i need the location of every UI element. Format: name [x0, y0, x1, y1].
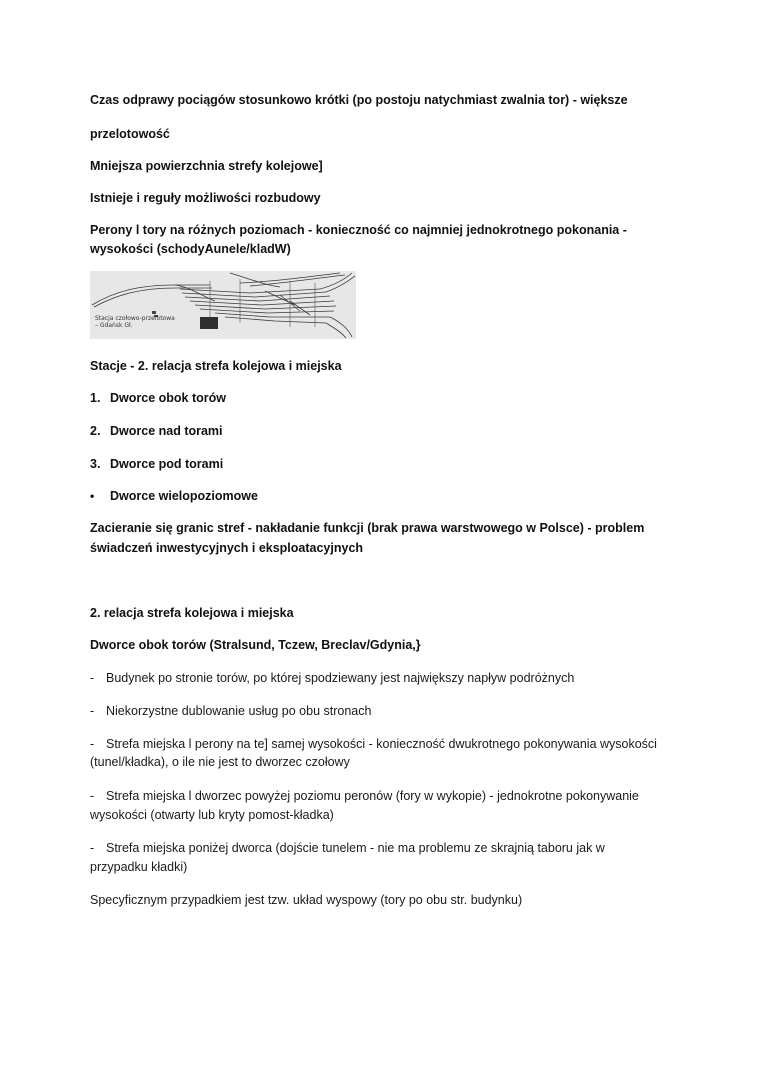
- list-item-text: Dworce wielopoziomowe: [110, 489, 258, 503]
- paragraph-line: Mniejsza powierzchnia strefy kolejowe]: [90, 159, 323, 173]
- diagram-caption-line: Stacja czołowo-przelotowa: [95, 315, 175, 322]
- dash-item-text: Niekorzystne dublowanie usług po obu stronach: [106, 704, 372, 718]
- list-marker: 2.: [90, 424, 101, 438]
- list-item-text: Dworce nad torami: [110, 424, 223, 438]
- dash-item-text: Budynek po stronie torów, po której spodziewany jest największy napływ podróżnych: [106, 671, 575, 685]
- dash-item-text: Strefa miejska l perony na te] samej wysokości - konieczność dwukrotnego pokonywania wysokości: [106, 737, 657, 751]
- dash-marker: -: [90, 704, 95, 718]
- section-heading: Stacje - 2. relacja strefa kolejowa i miejska: [90, 359, 342, 373]
- list-item-text: Dworce pod torami: [110, 457, 224, 471]
- dash-item: [90, 840, 605, 857]
- paragraph-line: przelotowość: [90, 127, 170, 141]
- dash-item-text: Strefa miejska l dworzec powyżej poziomu peronów (fory w wykopie) - jednokrotne pokonywanie: [106, 789, 639, 803]
- paragraph-line: świadczeń inwestycyjnych i eksploatacyjnych: [90, 541, 364, 555]
- bullet-marker: •: [90, 489, 95, 503]
- subsection-heading: Dworce obok torów (Stralsund, Tczew, Breclav/Gdynia,}: [90, 638, 421, 652]
- dash-item-continuation: (tunel/kładka), o ile nie jest to dworzec czołowy: [90, 755, 350, 769]
- list-item: [90, 390, 226, 407]
- list-marker: 1.: [90, 391, 101, 405]
- dash-marker: -: [90, 789, 95, 803]
- dash-item: [90, 788, 639, 805]
- section-heading: 2. relacja strefa kolejowa i miejska: [90, 606, 294, 620]
- diagram-caption-line: – Gdańsk Gł.: [95, 322, 133, 329]
- station-track-diagram: [90, 271, 356, 339]
- list-item: [90, 488, 258, 505]
- dash-item-continuation: przypadku kładki): [90, 860, 188, 874]
- paragraph-line: Istnieje i reguły możliwości rozbudowy: [90, 191, 321, 205]
- paragraph-line: Czas odprawy pociągów stosunkowo krótki (po postoju natychmiast zwalnia tor) - większe: [90, 93, 628, 107]
- dash-item-continuation: wysokości (otwarty lub kryty pomost-kładka): [90, 808, 334, 822]
- paragraph-line: Zacieranie się granic stref - nakładanie funkcji (brak prawa warstwowego w Polsce) - problem: [90, 521, 645, 535]
- list-item: [90, 423, 223, 440]
- paragraph-line: Specyficznym przypadkiem jest tzw. układ wyspowy (tory po obu str. budynku): [90, 893, 523, 907]
- dash-item: [90, 670, 574, 687]
- dash-marker: -: [90, 737, 95, 751]
- dash-marker: -: [90, 841, 95, 855]
- list-item: [90, 456, 223, 473]
- dash-item-text: Strefa miejska poniżej dworca (dojście tunelem - nie ma problemu ze skrajnią taboru jak w: [106, 841, 605, 855]
- list-item-text: Dworce obok torów: [110, 391, 226, 405]
- station-building-block: [200, 317, 218, 329]
- paragraph-line: Perony l tory na różnych poziomach - konieczność co najmniej jednokrotnego pokonania -: [90, 223, 627, 237]
- dash-item: [90, 703, 371, 720]
- list-marker: 3.: [90, 457, 101, 471]
- dash-marker: -: [90, 671, 95, 685]
- dash-item: [90, 736, 657, 753]
- paragraph-line: wysokości (schodyAunele/kladW): [90, 242, 291, 256]
